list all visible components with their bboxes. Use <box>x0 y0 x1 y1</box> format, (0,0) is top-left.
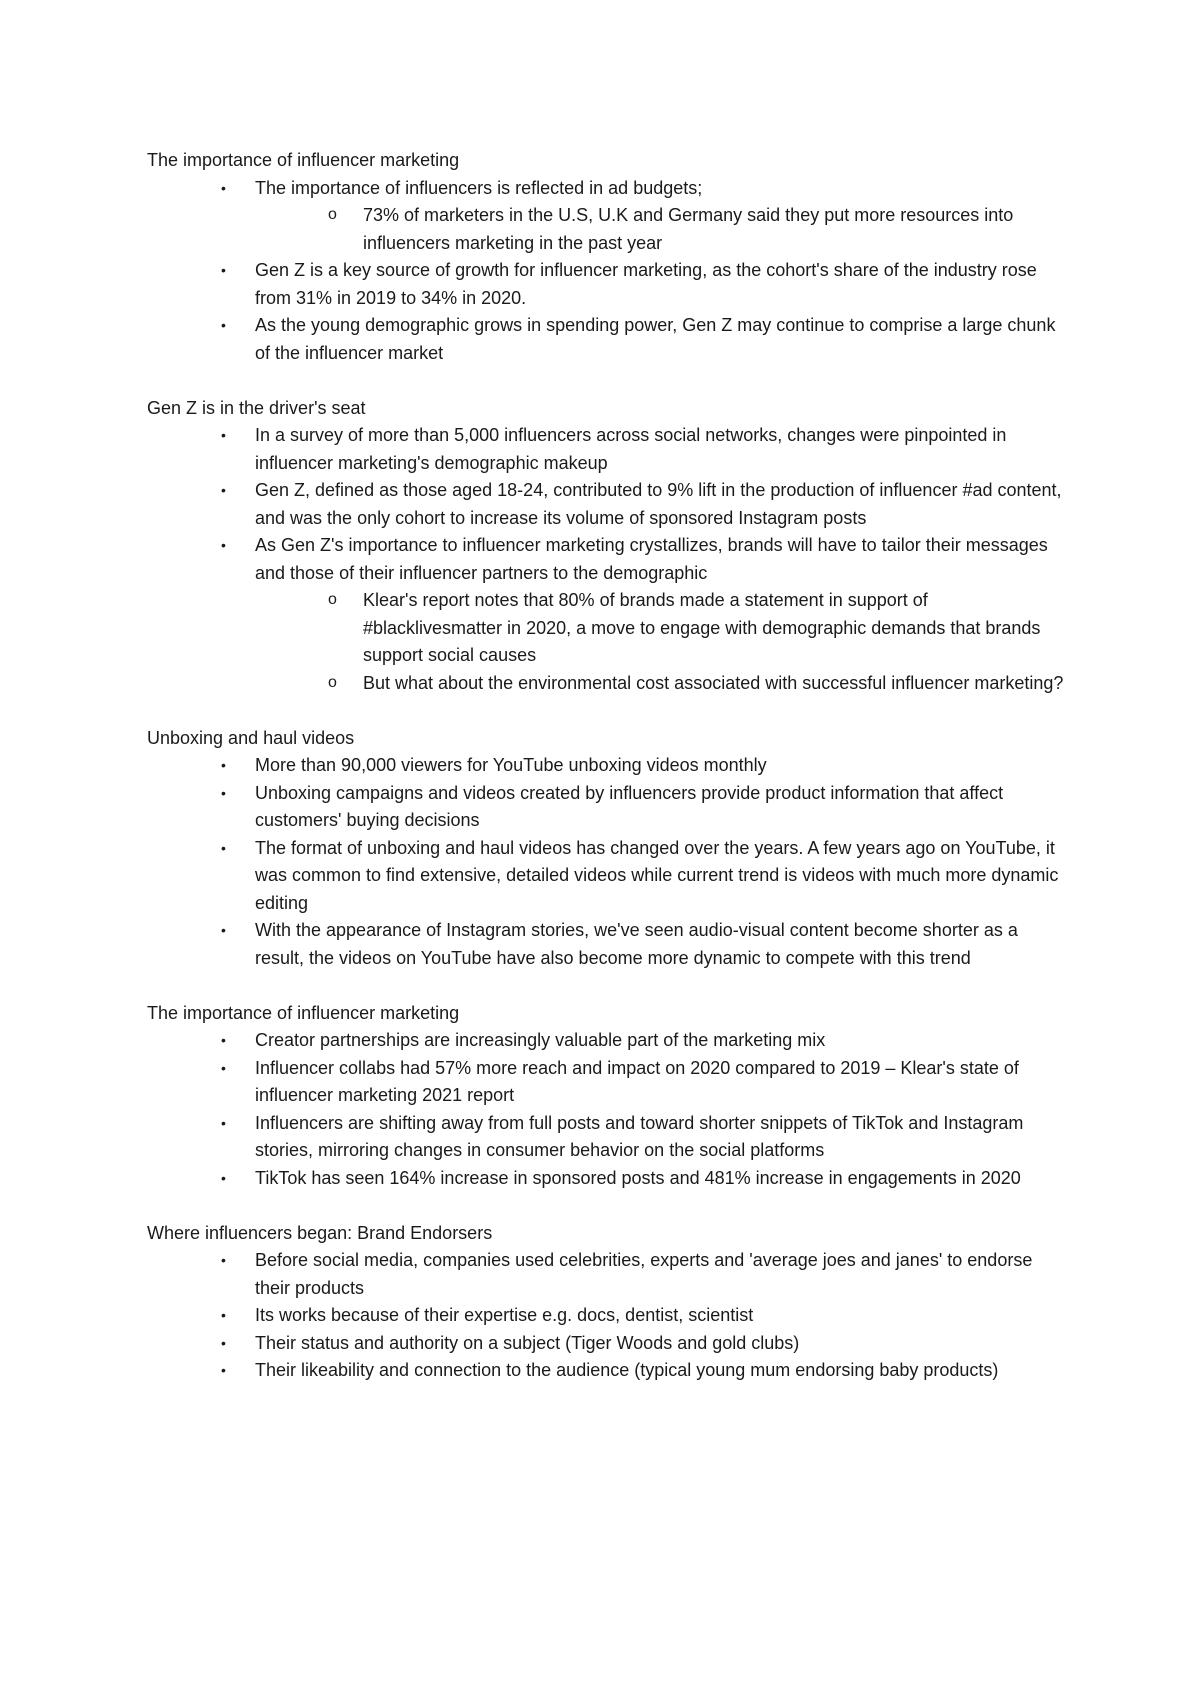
list-item <box>221 257 1067 312</box>
list-item-text: With the appearance of Instagram stories, we've seen audio-visual content become shorter as a result, the videos on YouTube have also become more dynamic to compete with this trend <box>255 920 1018 968</box>
bullet-list <box>147 175 1067 368</box>
bullet-icon: • <box>221 482 226 498</box>
bullet-icon: • <box>221 757 226 773</box>
bullet-icon: • <box>221 1114 226 1131</box>
list-item-text: Influencers are shifting away from full posts and toward shorter snippets of TikTok and Instagram stories, mirroring changes in consumer behavior on the social platforms <box>255 1112 1024 1160</box>
section-heading: The importance of influencer marketing <box>147 150 460 170</box>
list-item <box>221 175 1067 258</box>
list-item <box>221 780 1067 835</box>
list-item-text: Unboxing campaigns and videos created by influencers provide product information that affect customers' buying decisions <box>255 782 1004 830</box>
section <box>147 395 1067 698</box>
sub-bullet-list <box>255 587 1067 697</box>
list-item <box>221 1055 1067 1110</box>
bullet-icon: • <box>221 839 226 856</box>
list-item <box>221 752 1067 780</box>
list-item-text: In a survey of more than 5,000 influencers across social networks, changes were pinpointed in influencer marketing's demographic makeup <box>255 425 1007 473</box>
section-heading: Unboxing and haul videos <box>147 727 355 748</box>
list-item-text: Creator partnerships are increasingly valuable part of the marketing mix <box>255 1030 826 1050</box>
bullet-icon: • <box>221 317 226 333</box>
list-item <box>221 1247 1067 1302</box>
list-item-text: As Gen Z's importance to influencer marketing crystallizes, brands will have to tailor their messages and those of their influencer partners to the demographic <box>255 535 1048 583</box>
list-item <box>221 1110 1067 1165</box>
list-item-text: Their likeability and connection to the audience (typical young mum endorsing baby products) <box>255 1360 999 1380</box>
bullet-list <box>147 1027 1067 1192</box>
section <box>147 1000 1067 1193</box>
list-item <box>221 835 1067 918</box>
document-content <box>147 147 1067 1412</box>
section-heading: The importance of influencer marketing <box>147 1002 460 1023</box>
bullet-icon: • <box>221 262 226 278</box>
list-item <box>221 477 1067 532</box>
section-heading: Where influencers began: Brand Endorsers <box>147 1222 493 1243</box>
bullet-list <box>147 752 1067 972</box>
list-item-text: More than 90,000 viewers for YouTube unboxing videos monthly <box>255 755 767 775</box>
list-item-text: TikTok has seen 164% increase in sponsored posts and 481% increase in engagements in 2020 <box>255 1167 1021 1188</box>
circle-bullet-icon: o <box>328 206 337 223</box>
circle-bullet-icon: o <box>328 591 337 608</box>
bullet-icon: • <box>221 1059 226 1076</box>
list-item <box>221 1302 1067 1330</box>
list-item-text: As the young demographic grows in spending power, Gen Z may continue to comprise a large chunk of the influencer market <box>255 315 1056 363</box>
sub-list-item <box>328 670 1067 698</box>
list-item <box>221 422 1067 477</box>
bullet-icon: • <box>221 784 226 801</box>
list-item-text: Before social media, companies used celebrities, experts and 'average joes and janes' to endorse their products <box>255 1250 1033 1298</box>
bullet-icon: • <box>221 179 226 196</box>
list-item <box>221 1165 1067 1193</box>
bullet-list <box>147 1247 1067 1385</box>
list-item-text: Its works because of their expertise e.g. docs, dentist, scientist <box>255 1305 754 1325</box>
circle-bullet-icon: o <box>328 673 337 691</box>
bullet-icon: • <box>221 1169 226 1186</box>
list-item <box>221 312 1067 367</box>
list-item-text: Influencer collabs had 57% more reach and impact on 2020 compared to 2019 – Klear's state of influencer marketing 2021 report <box>255 1057 1019 1105</box>
bullet-icon: • <box>221 537 226 553</box>
sub-list-item-text: Klear's report notes that 80% of brands made a statement in support of #blacklivesmatter in 2020, a move to engage with demographic demands that brands support social causes <box>363 590 1041 665</box>
bullet-icon: • <box>221 922 226 938</box>
bullet-icon: • <box>221 427 226 443</box>
bullet-icon: • <box>221 1362 226 1378</box>
list-item <box>221 532 1067 697</box>
list-item <box>221 1330 1067 1358</box>
sub-list-item <box>328 587 1067 670</box>
list-item <box>221 917 1067 972</box>
list-item-text: Gen Z is a key source of growth for influencer marketing, as the cohort's share of the industry rose from 31% in 2019 to 34% in 2020. <box>255 260 1037 308</box>
sub-bullet-list <box>255 202 1067 257</box>
bullet-icon: • <box>221 1252 226 1268</box>
sub-list-item-text: But what about the environmental cost associated with successful influencer marketing? <box>363 672 1064 693</box>
list-item <box>221 1357 1067 1385</box>
sub-list-item-text: 73% of marketers in the U.S, U.K and Germany said they put more resources into influencers marketing in the past year <box>363 205 1014 253</box>
list-item-text: The format of unboxing and haul videos has changed over the years. A few years ago on YouTube, it was common to find extensive, detailed videos while current trend is videos with much more dynamic editing <box>255 837 1059 913</box>
section <box>147 725 1067 973</box>
list-item-text: Their status and authority on a subject (Tiger Woods and gold clubs) <box>255 1332 800 1353</box>
list-item-text: The importance of influencers is reflected in ad budgets; <box>255 177 703 198</box>
list-item <box>221 1027 1067 1055</box>
section <box>147 1220 1067 1385</box>
bullet-icon: • <box>221 1334 226 1351</box>
section-heading: Gen Z is in the driver's seat <box>147 397 366 418</box>
sub-list-item <box>328 202 1067 257</box>
bullet-list <box>147 422 1067 697</box>
list-item-text: Gen Z, defined as those aged 18-24, contributed to 9% lift in the production of influencer #ad content, and was the only cohort to increase its volume of sponsored Instagram posts <box>255 480 1062 528</box>
section <box>147 147 1067 367</box>
bullet-icon: • <box>221 1307 226 1323</box>
bullet-icon: • <box>221 1032 226 1048</box>
